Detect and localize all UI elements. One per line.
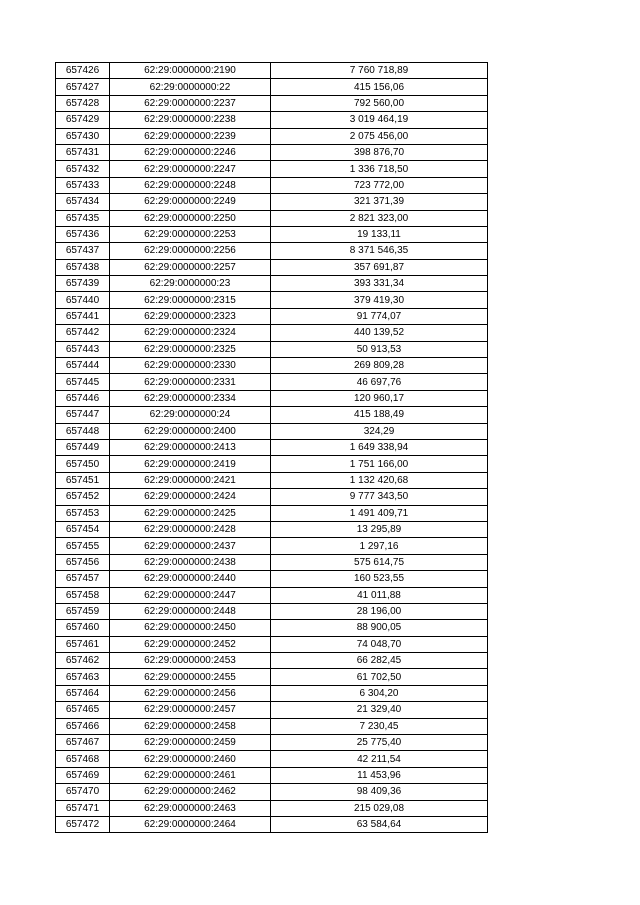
cadastral-number-cell: 62:29:0000000:2253 (110, 226, 271, 242)
row-id-cell: 657457 (56, 571, 110, 587)
cadastral-number-cell: 62:29:0000000:2331 (110, 374, 271, 390)
row-id-cell: 657443 (56, 341, 110, 357)
row-id-cell: 657447 (56, 407, 110, 423)
cadastral-number-cell: 62:29:0000000:2238 (110, 112, 271, 128)
value-cell: 66 282,45 (271, 653, 488, 669)
row-id-cell: 657436 (56, 226, 110, 242)
value-cell: 723 772,00 (271, 177, 488, 193)
table-row (56, 243, 488, 259)
cadastral-number-cell: 62:29:0000000:23 (110, 276, 271, 292)
table-row (56, 276, 488, 292)
cadastral-number-cell: 62:29:0000000:2464 (110, 816, 271, 832)
cadastral-number-cell: 62:29:0000000:2428 (110, 521, 271, 537)
row-id-cell: 657471 (56, 800, 110, 816)
row-id-cell: 657472 (56, 816, 110, 832)
value-cell: 7 760 718,89 (271, 63, 488, 79)
value-cell: 120 960,17 (271, 390, 488, 406)
cadastral-number-cell: 62:29:0000000:2450 (110, 620, 271, 636)
table-row (56, 587, 488, 603)
table-row (56, 603, 488, 619)
cadastral-number-cell: 62:29:0000000:2257 (110, 259, 271, 275)
cadastral-number-cell: 62:29:0000000:2460 (110, 751, 271, 767)
table-row (56, 685, 488, 701)
cadastral-number-cell: 62:29:0000000:2413 (110, 439, 271, 455)
table-row (56, 63, 488, 79)
row-id-cell: 657452 (56, 489, 110, 505)
value-cell: 74 048,70 (271, 636, 488, 652)
value-cell: 1 297,16 (271, 538, 488, 554)
value-cell: 321 371,39 (271, 194, 488, 210)
cadastral-number-cell: 62:29:0000000:2438 (110, 554, 271, 570)
cadastral-number-cell: 62:29:0000000:2452 (110, 636, 271, 652)
table-row (56, 325, 488, 341)
cadastral-number-cell: 62:29:0000000:2334 (110, 390, 271, 406)
value-cell: 1 649 338,94 (271, 439, 488, 455)
cadastral-number-cell: 62:29:0000000:2237 (110, 95, 271, 111)
table-row (56, 702, 488, 718)
cadastral-number-cell: 62:29:0000000:2458 (110, 718, 271, 734)
value-cell: 46 697,76 (271, 374, 488, 390)
cadastral-number-cell: 62:29:0000000:2437 (110, 538, 271, 554)
value-cell: 6 304,20 (271, 685, 488, 701)
cadastral-number-cell: 62:29:0000000:2249 (110, 194, 271, 210)
table-row (56, 554, 488, 570)
value-cell: 575 614,75 (271, 554, 488, 570)
value-cell: 1 751 166,00 (271, 456, 488, 472)
row-id-cell: 657439 (56, 276, 110, 292)
cadastral-number-cell: 62:29:0000000:2239 (110, 128, 271, 144)
table-row (56, 210, 488, 226)
value-cell: 61 702,50 (271, 669, 488, 685)
value-cell: 7 230,45 (271, 718, 488, 734)
value-cell: 215 029,08 (271, 800, 488, 816)
cadastral-number-cell: 62:29:0000000:2448 (110, 603, 271, 619)
value-cell: 440 139,52 (271, 325, 488, 341)
row-id-cell: 657441 (56, 308, 110, 324)
row-id-cell: 657433 (56, 177, 110, 193)
row-id-cell: 657429 (56, 112, 110, 128)
cadastral-number-cell: 62:29:0000000:2190 (110, 63, 271, 79)
cadastral-number-cell: 62:29:0000000:2447 (110, 587, 271, 603)
table-row (56, 735, 488, 751)
table-row (56, 390, 488, 406)
row-id-cell: 657451 (56, 472, 110, 488)
table-row (56, 407, 488, 423)
value-cell: 792 560,00 (271, 95, 488, 111)
table-row (56, 79, 488, 95)
row-id-cell: 657428 (56, 95, 110, 111)
cadastral-number-cell: 62:29:0000000:2325 (110, 341, 271, 357)
row-id-cell: 657453 (56, 505, 110, 521)
table-row (56, 669, 488, 685)
cadastral-number-cell: 62:29:0000000:2463 (110, 800, 271, 816)
table-row (56, 653, 488, 669)
row-id-cell: 657469 (56, 767, 110, 783)
cadastral-number-cell: 62:29:0000000:2424 (110, 489, 271, 505)
value-cell: 269 809,28 (271, 358, 488, 374)
cadastral-number-cell: 62:29:0000000:2440 (110, 571, 271, 587)
table-row (56, 292, 488, 308)
cadastral-number-cell: 62:29:0000000:2323 (110, 308, 271, 324)
cadastral-number-cell: 62:29:0000000:2461 (110, 767, 271, 783)
table-row (56, 505, 488, 521)
row-id-cell: 657435 (56, 210, 110, 226)
table-row (56, 521, 488, 537)
table-row (56, 751, 488, 767)
row-id-cell: 657438 (56, 259, 110, 275)
row-id-cell: 657440 (56, 292, 110, 308)
table-row (56, 194, 488, 210)
cadastral-number-cell: 62:29:0000000:2425 (110, 505, 271, 521)
table-row (56, 358, 488, 374)
value-cell: 2 075 456,00 (271, 128, 488, 144)
value-cell: 21 329,40 (271, 702, 488, 718)
cadastral-number-cell: 62:29:0000000:2457 (110, 702, 271, 718)
table-row (56, 226, 488, 242)
table-row (56, 423, 488, 439)
cadastral-number-cell: 62:29:0000000:2330 (110, 358, 271, 374)
table-row (56, 800, 488, 816)
table-row (56, 620, 488, 636)
row-id-cell: 657470 (56, 784, 110, 800)
row-id-cell: 657448 (56, 423, 110, 439)
cadastral-number-cell: 62:29:0000000:2324 (110, 325, 271, 341)
value-cell: 1 132 420,68 (271, 472, 488, 488)
table-row (56, 489, 488, 505)
table-row (56, 144, 488, 160)
value-cell: 88 900,05 (271, 620, 488, 636)
value-cell: 8 371 546,35 (271, 243, 488, 259)
value-cell: 50 913,53 (271, 341, 488, 357)
value-cell: 41 011,88 (271, 587, 488, 603)
table-row (56, 636, 488, 652)
value-cell: 1 336 718,50 (271, 161, 488, 177)
cadastral-number-cell: 62:29:0000000:2453 (110, 653, 271, 669)
value-cell: 98 409,36 (271, 784, 488, 800)
row-id-cell: 657454 (56, 521, 110, 537)
cadastral-number-cell: 62:29:0000000:2419 (110, 456, 271, 472)
table-row (56, 571, 488, 587)
cadastral-number-cell: 62:29:0000000:24 (110, 407, 271, 423)
value-cell: 379 419,30 (271, 292, 488, 308)
value-cell: 63 584,64 (271, 816, 488, 832)
row-id-cell: 657468 (56, 751, 110, 767)
table-row (56, 374, 488, 390)
row-id-cell: 657427 (56, 79, 110, 95)
row-id-cell: 657465 (56, 702, 110, 718)
cadastral-number-cell: 62:29:0000000:2456 (110, 685, 271, 701)
table-row (56, 259, 488, 275)
table-row (56, 128, 488, 144)
table-row (56, 439, 488, 455)
row-id-cell: 657437 (56, 243, 110, 259)
row-id-cell: 657466 (56, 718, 110, 734)
row-id-cell: 657460 (56, 620, 110, 636)
cadastral-number-cell: 62:29:0000000:2400 (110, 423, 271, 439)
value-cell: 3 019 464,19 (271, 112, 488, 128)
value-cell: 9 777 343,50 (271, 489, 488, 505)
cadastral-number-cell: 62:29:0000000:22 (110, 79, 271, 95)
value-cell: 1 491 409,71 (271, 505, 488, 521)
table-row (56, 308, 488, 324)
value-cell: 28 196,00 (271, 603, 488, 619)
value-cell: 91 774,07 (271, 308, 488, 324)
cadastral-number-cell: 62:29:0000000:2256 (110, 243, 271, 259)
cadastral-number-cell: 62:29:0000000:2315 (110, 292, 271, 308)
row-id-cell: 657432 (56, 161, 110, 177)
row-id-cell: 657464 (56, 685, 110, 701)
value-cell: 2 821 323,00 (271, 210, 488, 226)
table-row (56, 341, 488, 357)
row-id-cell: 657461 (56, 636, 110, 652)
row-id-cell: 657431 (56, 144, 110, 160)
row-id-cell: 657459 (56, 603, 110, 619)
table-row (56, 95, 488, 111)
cadastral-number-cell: 62:29:0000000:2248 (110, 177, 271, 193)
row-id-cell: 657467 (56, 735, 110, 751)
table-row (56, 538, 488, 554)
data-table (55, 62, 488, 833)
row-id-cell: 657444 (56, 358, 110, 374)
row-id-cell: 657430 (56, 128, 110, 144)
row-id-cell: 657458 (56, 587, 110, 603)
table-row (56, 112, 488, 128)
table-row (56, 767, 488, 783)
row-id-cell: 657445 (56, 374, 110, 390)
row-id-cell: 657442 (56, 325, 110, 341)
value-cell: 19 133,11 (271, 226, 488, 242)
table-row (56, 816, 488, 832)
value-cell: 415 156,06 (271, 79, 488, 95)
row-id-cell: 657434 (56, 194, 110, 210)
row-id-cell: 657446 (56, 390, 110, 406)
row-id-cell: 657463 (56, 669, 110, 685)
row-id-cell: 657462 (56, 653, 110, 669)
value-cell: 415 188,49 (271, 407, 488, 423)
cadastral-number-cell: 62:29:0000000:2247 (110, 161, 271, 177)
cadastral-number-cell: 62:29:0000000:2246 (110, 144, 271, 160)
value-cell: 25 775,40 (271, 735, 488, 751)
cadastral-number-cell: 62:29:0000000:2462 (110, 784, 271, 800)
table-row (56, 456, 488, 472)
value-cell: 13 295,89 (271, 521, 488, 537)
value-cell: 357 691,87 (271, 259, 488, 275)
value-cell: 160 523,55 (271, 571, 488, 587)
value-cell: 11 453,96 (271, 767, 488, 783)
table-row (56, 718, 488, 734)
row-id-cell: 657449 (56, 439, 110, 455)
row-id-cell: 657456 (56, 554, 110, 570)
table-row (56, 784, 488, 800)
table-row (56, 472, 488, 488)
cadastral-number-cell: 62:29:0000000:2250 (110, 210, 271, 226)
row-id-cell: 657455 (56, 538, 110, 554)
table-row (56, 177, 488, 193)
cadastral-number-cell: 62:29:0000000:2455 (110, 669, 271, 685)
row-id-cell: 657450 (56, 456, 110, 472)
cadastral-number-cell: 62:29:0000000:2421 (110, 472, 271, 488)
value-cell: 398 876,70 (271, 144, 488, 160)
table-row (56, 161, 488, 177)
row-id-cell: 657426 (56, 63, 110, 79)
value-cell: 324,29 (271, 423, 488, 439)
table-body (56, 63, 488, 833)
value-cell: 42 211,54 (271, 751, 488, 767)
cadastral-number-cell: 62:29:0000000:2459 (110, 735, 271, 751)
value-cell: 393 331,34 (271, 276, 488, 292)
